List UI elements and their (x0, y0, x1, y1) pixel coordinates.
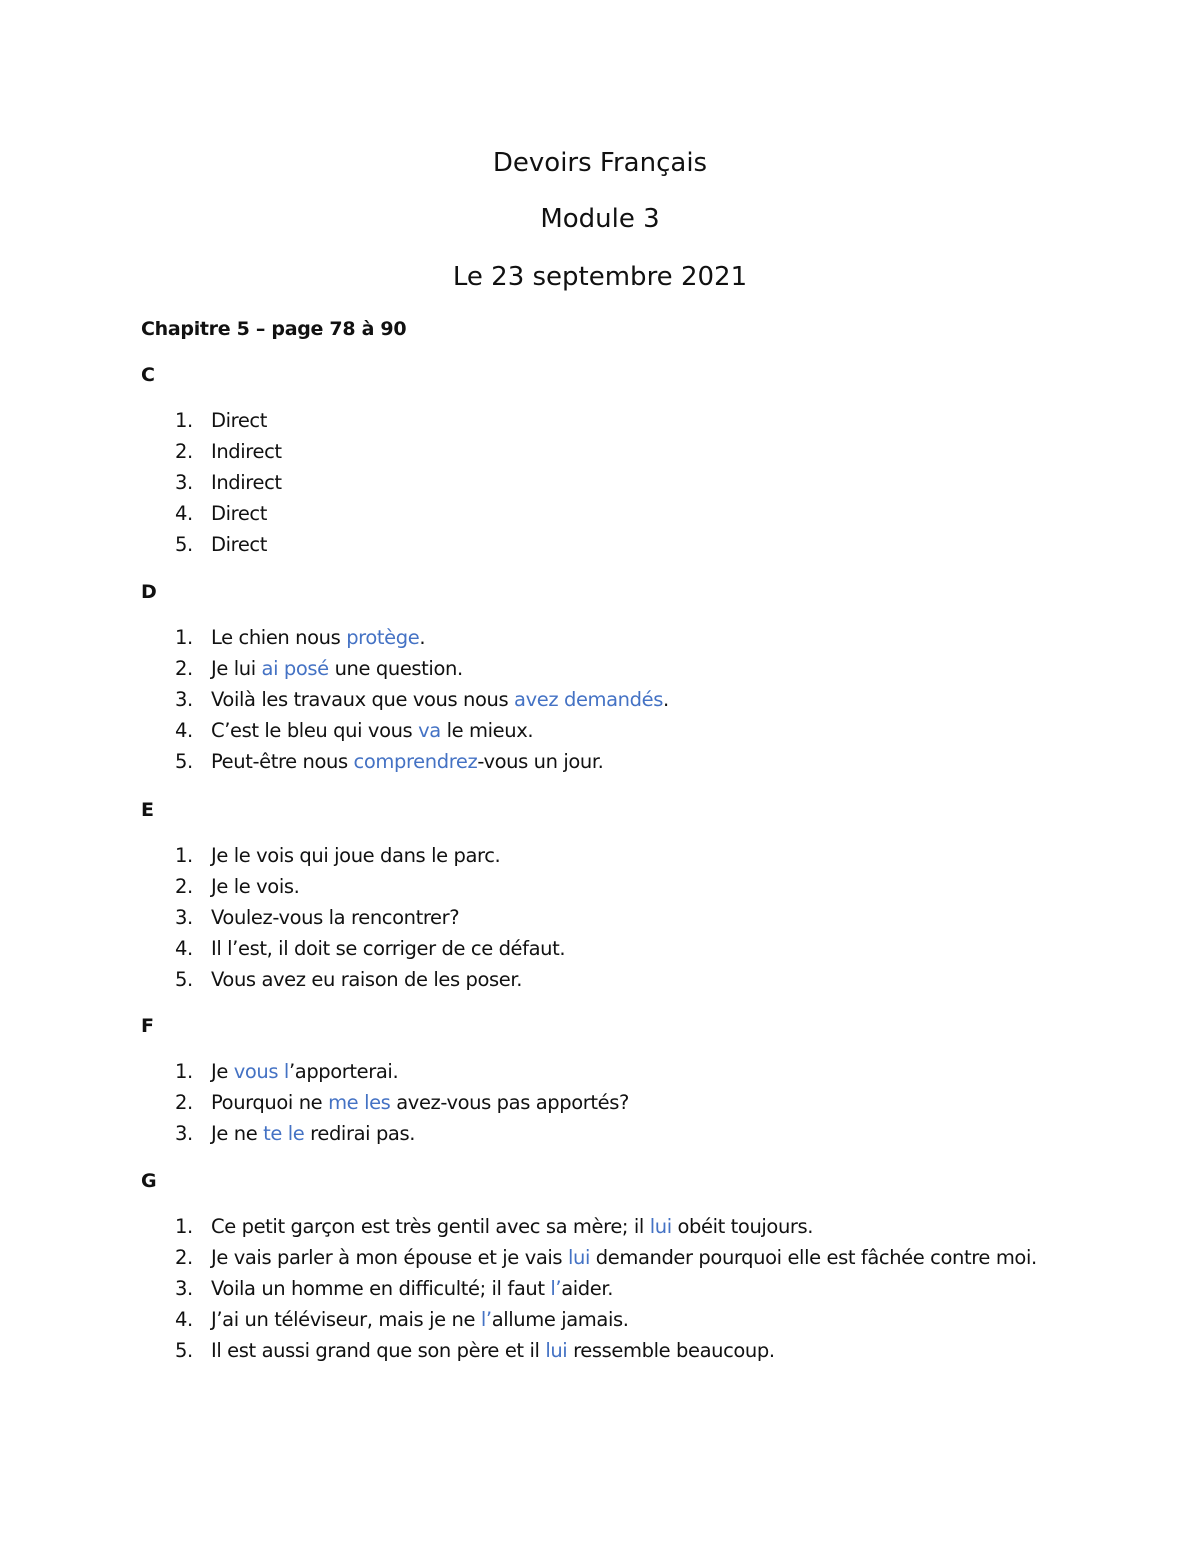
answer-text: Voilà les travaux que vous nous (211, 688, 515, 711)
answer-text: Peut-être nous (211, 750, 354, 773)
answer-text: redirai pas. (304, 1122, 416, 1145)
item-number: 1. (175, 626, 193, 649)
highlighted-answer: protège (346, 626, 420, 649)
list-item (175, 843, 565, 874)
list-item (175, 532, 282, 563)
answer-text: Pourquoi ne (211, 1091, 329, 1114)
item-number: 2. (175, 440, 193, 463)
section-e (141, 797, 1141, 991)
item-number: 4. (175, 937, 193, 960)
answer-text: Il l’est, il doit se corriger de ce défaut. (211, 937, 566, 960)
answer-list (175, 1214, 1037, 1369)
highlighted-answer: lui (545, 1339, 568, 1362)
answer-text: Indirect (211, 471, 282, 494)
list-item (175, 625, 669, 656)
answer-text: obéit toujours. (671, 1215, 814, 1238)
answer-text: Je lui (211, 657, 262, 680)
item-number: 5. (175, 1339, 193, 1362)
item-number: 2. (175, 657, 193, 680)
answer-text: J’ai un téléviseur, mais je ne (211, 1308, 481, 1331)
document-title: Devoirs Français (492, 148, 708, 178)
answer-text: ressemble beaucoup. (567, 1339, 775, 1362)
answer-text: Vous avez eu raison de les poser. (211, 968, 523, 991)
item-number: 4. (175, 719, 193, 742)
section-d (141, 579, 1141, 773)
section-letter: E (141, 799, 154, 821)
item-number: 1. (175, 409, 193, 432)
list-item (175, 1307, 1037, 1338)
item-number: 3. (175, 471, 193, 494)
answer-text: avez-vous pas apportés? (390, 1091, 629, 1114)
section-c (141, 362, 1141, 556)
item-number: 3. (175, 688, 193, 711)
answer-text: Je ne (211, 1122, 264, 1145)
list-item (175, 1059, 629, 1090)
section-letter: D (141, 581, 157, 603)
item-number: 2. (175, 1091, 193, 1114)
list-item (175, 1245, 1037, 1276)
document-date: Le 23 septembre 2021 (452, 262, 748, 292)
section-letter: G (141, 1170, 157, 1192)
answer-text: C’est le bleu qui vous (211, 719, 419, 742)
answer-text: -vous un jour. (477, 750, 604, 773)
list-item (175, 501, 282, 532)
answer-text: Le chien nous (211, 626, 347, 649)
section-f (141, 1013, 1141, 1145)
list-item (175, 874, 565, 905)
answer-text: Il est aussi grand que son père et il (211, 1339, 546, 1362)
list-item (175, 967, 565, 998)
list-item (175, 1338, 1037, 1369)
highlighted-answer: te le (263, 1122, 305, 1145)
highlighted-answer: comprendrez (353, 750, 478, 773)
highlighted-answer: me les (328, 1091, 391, 1114)
list-item (175, 905, 565, 936)
answer-text: Voila un homme en difficulté; il faut (211, 1277, 551, 1300)
answer-text: demander pourquoi elle est fâchée contre moi. (589, 1246, 1037, 1269)
highlighted-answer: lui (649, 1215, 672, 1238)
item-number: 1. (175, 844, 193, 867)
list-item (175, 687, 669, 718)
item-number: 2. (175, 875, 193, 898)
highlighted-answer: vous l (233, 1060, 289, 1083)
item-number: 1. (175, 1215, 193, 1238)
answer-text: Voulez-vous la rencontrer? (211, 906, 460, 929)
list-item (175, 718, 669, 749)
list-item (175, 1090, 629, 1121)
highlighted-answer: avez demandés (514, 688, 663, 711)
answer-text: Indirect (211, 440, 282, 463)
item-number: 1. (175, 1060, 193, 1083)
section-letter: C (141, 364, 155, 386)
answer-text: aider. (561, 1277, 613, 1300)
answer-text: Je vais parler à mon épouse et je vais (211, 1246, 568, 1269)
answer-text: Je (211, 1060, 234, 1083)
answer-text: . (662, 688, 669, 711)
answer-text: ’apporterai. (288, 1060, 399, 1083)
highlighted-answer: va (418, 719, 441, 742)
item-number: 3. (175, 906, 193, 929)
answer-list (175, 843, 565, 998)
list-item (175, 470, 282, 501)
answer-text: . (419, 626, 426, 649)
answer-list (175, 408, 282, 563)
highlighted-answer: ai posé (261, 657, 329, 680)
list-item (175, 656, 669, 687)
list-item (175, 1214, 1037, 1245)
item-number: 4. (175, 1308, 193, 1331)
highlighted-answer: l’ (480, 1308, 492, 1331)
list-item (175, 439, 282, 470)
section-g (141, 1168, 1141, 1362)
document-module: Module 3 (540, 204, 660, 234)
answer-text: le mieux. (440, 719, 534, 742)
list-item (175, 1121, 629, 1152)
answer-text: Direct (211, 533, 267, 556)
item-number: 5. (175, 750, 193, 773)
highlighted-answer: l’ (550, 1277, 562, 1300)
item-number: 5. (175, 968, 193, 991)
item-number: 2. (175, 1246, 193, 1269)
section-letter: F (141, 1015, 154, 1037)
list-item (175, 1276, 1037, 1307)
highlighted-answer: lui (567, 1246, 590, 1269)
answer-text: Je le vois qui joue dans le parc. (211, 844, 501, 867)
item-number: 4. (175, 502, 193, 525)
answer-text: allume jamais. (491, 1308, 629, 1331)
item-number: 3. (175, 1277, 193, 1300)
answer-text: Ce petit garçon est très gentil avec sa mère; il (211, 1215, 650, 1238)
answer-text: Direct (211, 409, 267, 432)
answer-list (175, 625, 669, 780)
list-item (175, 408, 282, 439)
item-number: 5. (175, 533, 193, 556)
list-item (175, 936, 565, 967)
list-item (175, 749, 669, 780)
chapter-heading: Chapitre 5 – page 78 à 90 (141, 318, 407, 340)
answer-text: Direct (211, 502, 267, 525)
item-number: 3. (175, 1122, 193, 1145)
answer-text: une question. (328, 657, 463, 680)
answer-list (175, 1059, 629, 1152)
answer-text: Je le vois. (211, 875, 300, 898)
